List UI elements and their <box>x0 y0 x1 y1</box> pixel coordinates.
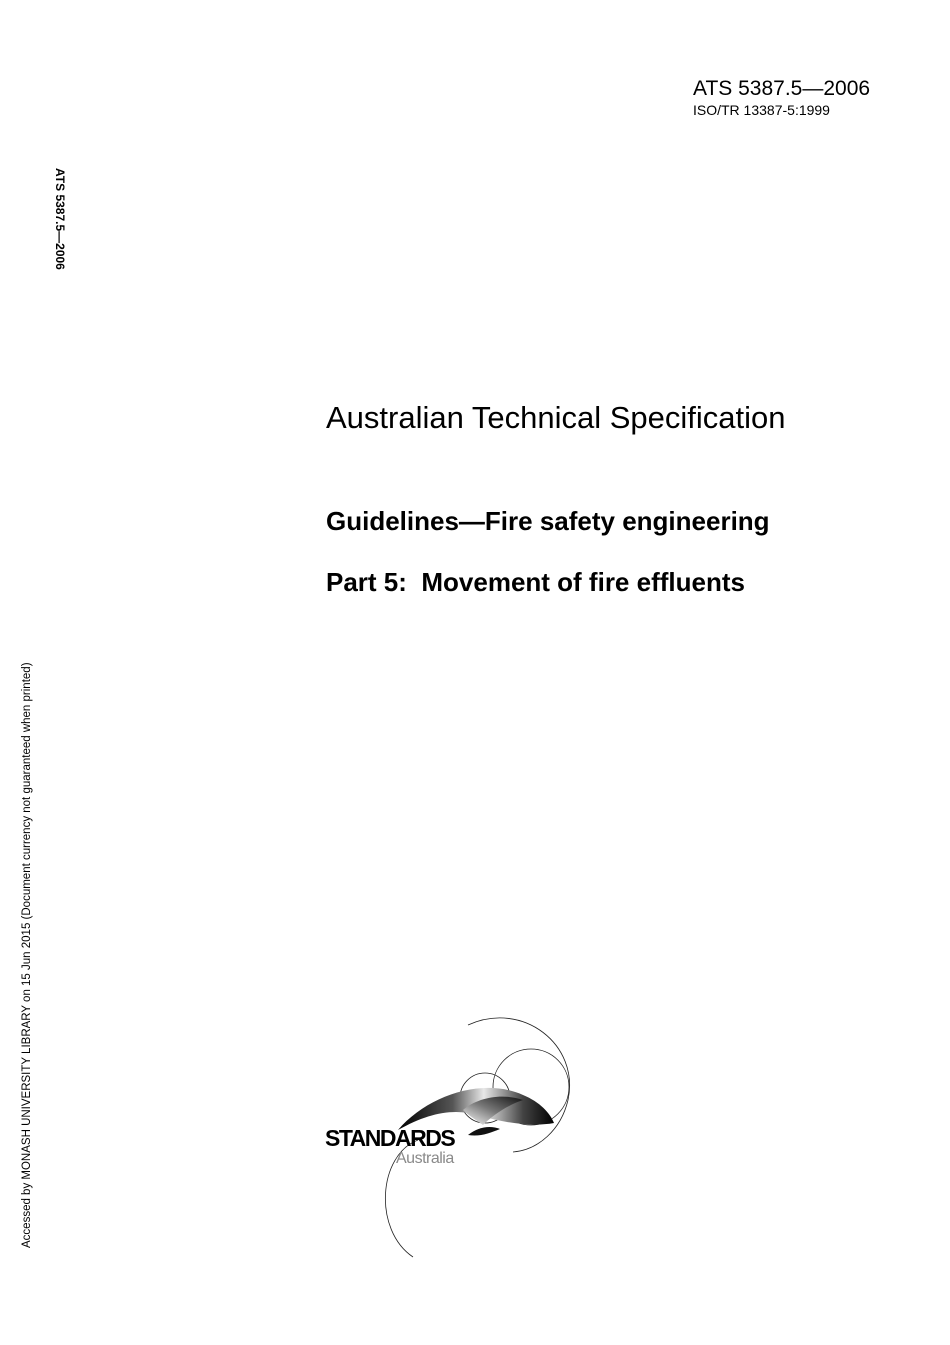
access-margin-note <box>18 596 36 1248</box>
swoosh-tail <box>468 1127 500 1136</box>
standards-australia-logo <box>318 1005 588 1265</box>
spine-label-text: ATS 5387.5—2006 <box>53 168 67 270</box>
document-title: Guidelines—Fire safety engineering <box>326 506 770 536</box>
access-margin-note-text: Accessed by MONASH UNIVERSITY LIBRARY on 15 Jun 2015 (Document currency not guaranteed when printed) <box>21 662 33 1248</box>
document-part-title: Part 5: Movement of fire effluents <box>326 567 745 597</box>
logo-subtitle: Australia <box>396 1150 454 1167</box>
standard-number: ATS 5387.5—2006 <box>693 77 871 100</box>
document-type: Australian Technical Specification <box>326 400 786 435</box>
spine-label <box>50 168 74 300</box>
logo-wordmark: STANDARDS <box>325 1125 455 1151</box>
iso-reference: ISO/TR 13387-5:1999 <box>693 102 830 118</box>
